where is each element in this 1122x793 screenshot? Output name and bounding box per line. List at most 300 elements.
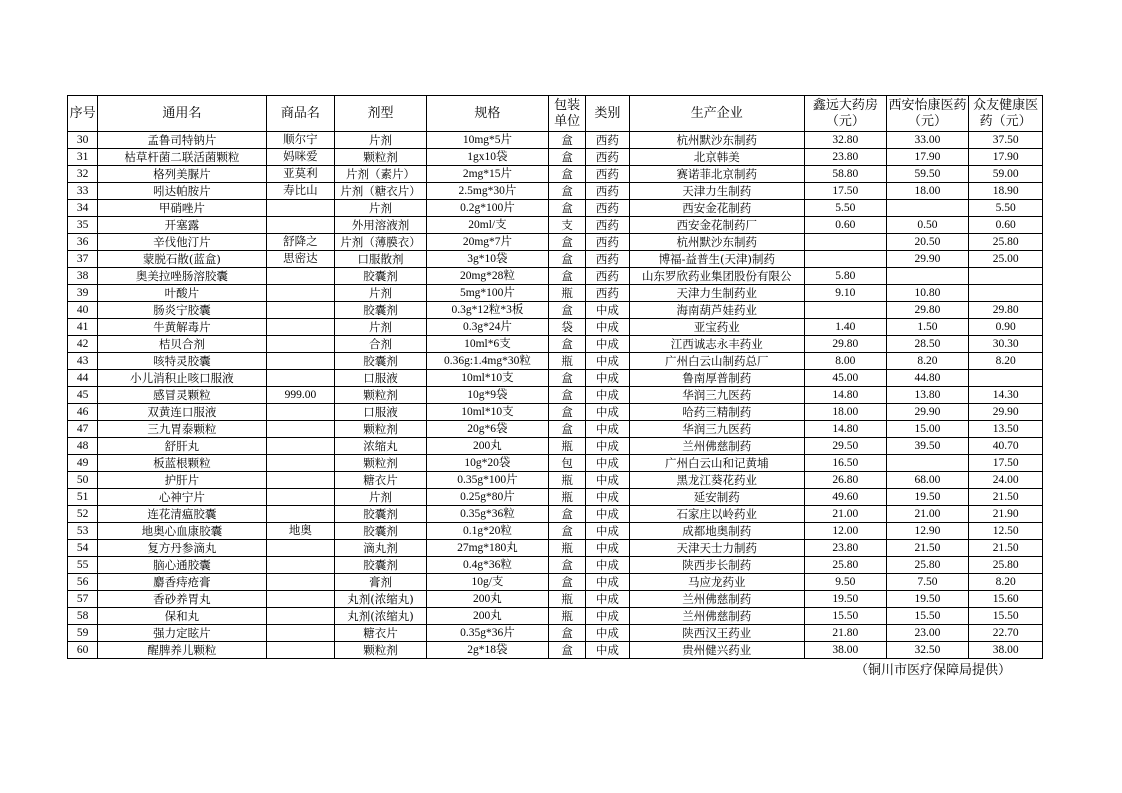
cell-price-zhongyou: 14.30 [969, 387, 1043, 404]
cell-category: 中成 [586, 472, 629, 489]
cell-price-xinyuanda [805, 302, 887, 319]
table-row [68, 472, 1043, 489]
cell-dosage-form: 胶囊剂 [335, 353, 427, 370]
cell-generic-name: 双黄连口服液 [98, 404, 266, 421]
cell-category: 中成 [586, 438, 629, 455]
cell-category: 西药 [586, 234, 629, 251]
cell-category: 西药 [586, 268, 629, 285]
cell-category: 中成 [586, 523, 629, 540]
cell-brand-name [266, 353, 335, 370]
cell-row-number: 54 [68, 540, 98, 557]
cell-manufacturer: 西安金花制药厂 [629, 217, 804, 234]
cell-manufacturer: 哈药三精制药 [629, 404, 804, 421]
cell-brand-name [266, 642, 335, 659]
cell-brand-name [266, 455, 335, 472]
table-body [68, 132, 1043, 659]
cell-specification: 20g*6袋 [426, 421, 548, 438]
cell-specification: 0.35g*100片 [426, 472, 548, 489]
cell-category: 西药 [586, 200, 629, 217]
cell-specification: 200丸 [426, 608, 548, 625]
cell-price-zhongyou: 21.50 [969, 540, 1043, 557]
header-package-unit: 包装单位 [548, 96, 585, 132]
cell-manufacturer: 杭州默沙东制药 [629, 234, 804, 251]
cell-price-xinyuanda: 12.00 [805, 523, 887, 540]
cell-brand-name: 思密达 [266, 251, 335, 268]
table-row [68, 438, 1043, 455]
cell-price-zhongyou: 38.00 [969, 642, 1043, 659]
cell-brand-name: 舒降之 [266, 234, 335, 251]
table-row [68, 591, 1043, 608]
cell-price-yikang: 44.80 [886, 370, 969, 387]
table-row [68, 506, 1043, 523]
cell-brand-name [266, 200, 335, 217]
cell-generic-name: 香砂养胃丸 [98, 591, 266, 608]
cell-price-zhongyou: 40.70 [969, 438, 1043, 455]
cell-package-unit: 盒 [548, 166, 585, 183]
cell-row-number: 48 [68, 438, 98, 455]
cell-row-number: 51 [68, 489, 98, 506]
cell-specification: 200丸 [426, 438, 548, 455]
cell-specification: 10g*9袋 [426, 387, 548, 404]
cell-generic-name: 护肝片 [98, 472, 266, 489]
cell-manufacturer: 天津天士力制药 [629, 540, 804, 557]
cell-price-xinyuanda: 17.50 [805, 183, 887, 200]
cell-dosage-form: 片剂 [335, 200, 427, 217]
cell-specification: 0.1g*20粒 [426, 523, 548, 540]
cell-generic-name: 舒肝丸 [98, 438, 266, 455]
cell-specification: 0.3g*12粒*3板 [426, 302, 548, 319]
table-row [68, 183, 1043, 200]
cell-generic-name: 叶酸片 [98, 285, 266, 302]
cell-package-unit: 瓶 [548, 608, 585, 625]
cell-price-xinyuanda: 5.80 [805, 268, 887, 285]
cell-generic-name: 感冒灵颗粒 [98, 387, 266, 404]
cell-brand-name [266, 268, 335, 285]
cell-dosage-form: 外用溶液剂 [335, 217, 427, 234]
cell-generic-name: 脑心通胶囊 [98, 557, 266, 574]
cell-package-unit: 盒 [548, 625, 585, 642]
cell-price-zhongyou: 29.80 [969, 302, 1043, 319]
cell-category: 中成 [586, 353, 629, 370]
cell-price-yikang: 1.50 [886, 319, 969, 336]
header-brand-name: 商品名 [266, 96, 335, 132]
cell-manufacturer: 成都地奥制药 [629, 523, 804, 540]
cell-package-unit: 盒 [548, 132, 585, 149]
cell-generic-name: 咳特灵胶囊 [98, 353, 266, 370]
table-row [68, 200, 1043, 217]
cell-dosage-form: 颗粒剂 [335, 642, 427, 659]
cell-brand-name [266, 438, 335, 455]
cell-package-unit: 盒 [548, 387, 585, 404]
cell-generic-name: 蒙脱石散(蓝盒) [98, 251, 266, 268]
cell-manufacturer: 石家庄以岭药业 [629, 506, 804, 523]
cell-price-yikang: 21.50 [886, 540, 969, 557]
cell-specification: 20mg*28粒 [426, 268, 548, 285]
cell-specification: 5mg*100片 [426, 285, 548, 302]
cell-row-number: 42 [68, 336, 98, 353]
cell-package-unit: 盒 [548, 336, 585, 353]
cell-manufacturer: 陕西汉王药业 [629, 625, 804, 642]
cell-row-number: 37 [68, 251, 98, 268]
cell-specification: 0.35g*36片 [426, 625, 548, 642]
table-row [68, 268, 1043, 285]
cell-specification: 10g/支 [426, 574, 548, 591]
table-row [68, 625, 1043, 642]
cell-package-unit: 瓶 [548, 438, 585, 455]
cell-specification: 10ml*10支 [426, 370, 548, 387]
cell-dosage-form: 胶囊剂 [335, 268, 427, 285]
cell-generic-name: 牛黄解毒片 [98, 319, 266, 336]
header-no: 序号 [68, 96, 98, 132]
cell-dosage-form: 片剂（糖衣片） [335, 183, 427, 200]
cell-brand-name: 地奥 [266, 523, 335, 540]
cell-price-yikang: 15.50 [886, 608, 969, 625]
cell-brand-name: 寿比山 [266, 183, 335, 200]
cell-specification: 0.35g*36粒 [426, 506, 548, 523]
cell-dosage-form: 丸剂(浓缩丸) [335, 591, 427, 608]
cell-generic-name: 板蓝根颗粒 [98, 455, 266, 472]
cell-dosage-form: 颗粒剂 [335, 387, 427, 404]
cell-row-number: 38 [68, 268, 98, 285]
cell-manufacturer: 马应龙药业 [629, 574, 804, 591]
cell-manufacturer: 山东罗欣药业集团股份有限公 [629, 268, 804, 285]
table-row [68, 489, 1043, 506]
cell-price-zhongyou: 24.00 [969, 472, 1043, 489]
cell-row-number: 50 [68, 472, 98, 489]
cell-category: 西药 [586, 183, 629, 200]
cell-package-unit: 盒 [548, 404, 585, 421]
cell-price-xinyuanda: 23.80 [805, 149, 887, 166]
cell-price-xinyuanda: 18.00 [805, 404, 887, 421]
cell-manufacturer: 贵州健兴药业 [629, 642, 804, 659]
cell-specification: 2.5mg*30片 [426, 183, 548, 200]
cell-generic-name: 格列美脲片 [98, 166, 266, 183]
cell-row-number: 52 [68, 506, 98, 523]
cell-price-xinyuanda: 21.00 [805, 506, 887, 523]
cell-dosage-form: 浓缩丸 [335, 438, 427, 455]
cell-generic-name: 辛伐他汀片 [98, 234, 266, 251]
cell-price-zhongyou: 22.70 [969, 625, 1043, 642]
table-row [68, 149, 1043, 166]
cell-price-yikang: 13.80 [886, 387, 969, 404]
cell-price-yikang: 8.20 [886, 353, 969, 370]
cell-category: 西药 [586, 285, 629, 302]
cell-category: 中成 [586, 642, 629, 659]
cell-package-unit: 盒 [548, 183, 585, 200]
cell-package-unit: 盒 [548, 523, 585, 540]
cell-row-number: 59 [68, 625, 98, 642]
cell-category: 西药 [586, 149, 629, 166]
cell-row-number: 58 [68, 608, 98, 625]
cell-manufacturer: 西安金花制药 [629, 200, 804, 217]
cell-manufacturer: 北京韩美 [629, 149, 804, 166]
cell-category: 中成 [586, 404, 629, 421]
cell-price-yikang: 20.50 [886, 234, 969, 251]
cell-manufacturer: 广州白云山制药总厂 [629, 353, 804, 370]
cell-manufacturer: 延安制药 [629, 489, 804, 506]
cell-price-zhongyou: 0.60 [969, 217, 1043, 234]
cell-price-yikang [886, 455, 969, 472]
cell-price-xinyuanda: 0.60 [805, 217, 887, 234]
cell-dosage-form: 片剂 [335, 132, 427, 149]
cell-package-unit: 盒 [548, 574, 585, 591]
cell-category: 中成 [586, 506, 629, 523]
cell-specification: 2mg*15片 [426, 166, 548, 183]
cell-specification: 0.3g*24片 [426, 319, 548, 336]
cell-brand-name [266, 574, 335, 591]
cell-generic-name: 连花清瘟胶囊 [98, 506, 266, 523]
cell-manufacturer: 杭州默沙东制药 [629, 132, 804, 149]
cell-generic-name: 心神宁片 [98, 489, 266, 506]
cell-specification: 20mg*7片 [426, 234, 548, 251]
cell-price-zhongyou: 25.80 [969, 557, 1043, 574]
cell-manufacturer: 兰州佛慈制药 [629, 591, 804, 608]
cell-price-zhongyou: 13.50 [969, 421, 1043, 438]
cell-package-unit: 瓶 [548, 353, 585, 370]
table-row [68, 455, 1043, 472]
cell-generic-name: 枯草杆菌二联活菌颗粒 [98, 149, 266, 166]
cell-price-yikang: 23.00 [886, 625, 969, 642]
cell-price-yikang: 32.50 [886, 642, 969, 659]
cell-specification: 10g*20袋 [426, 455, 548, 472]
cell-price-yikang: 12.90 [886, 523, 969, 540]
cell-manufacturer: 兰州佛慈制药 [629, 608, 804, 625]
cell-generic-name: 肠炎宁胶囊 [98, 302, 266, 319]
cell-category: 西药 [586, 251, 629, 268]
cell-price-xinyuanda: 38.00 [805, 642, 887, 659]
cell-row-number: 47 [68, 421, 98, 438]
cell-package-unit: 盒 [548, 642, 585, 659]
cell-price-zhongyou: 8.20 [969, 353, 1043, 370]
cell-price-zhongyou: 5.50 [969, 200, 1043, 217]
cell-row-number: 36 [68, 234, 98, 251]
cell-manufacturer: 天津力生制药业 [629, 285, 804, 302]
cell-price-xinyuanda: 29.80 [805, 336, 887, 353]
header-price-yikang: 西安怡康医药（元） [886, 96, 969, 132]
cell-price-xinyuanda: 32.80 [805, 132, 887, 149]
cell-price-zhongyou: 15.50 [969, 608, 1043, 625]
cell-price-zhongyou: 12.50 [969, 523, 1043, 540]
cell-row-number: 41 [68, 319, 98, 336]
table-row [68, 608, 1043, 625]
cell-generic-name: 小儿消积止咳口服液 [98, 370, 266, 387]
cell-package-unit: 盒 [548, 234, 585, 251]
cell-row-number: 40 [68, 302, 98, 319]
cell-price-xinyuanda: 9.10 [805, 285, 887, 302]
cell-price-zhongyou: 59.00 [969, 166, 1043, 183]
cell-dosage-form: 糖衣片 [335, 472, 427, 489]
cell-brand-name: 亚莫利 [266, 166, 335, 183]
cell-specification: 0.2g*100片 [426, 200, 548, 217]
cell-dosage-form: 丸剂(浓缩丸) [335, 608, 427, 625]
source-footnote: （铜川市医疗保障局提供） [855, 663, 1012, 678]
cell-package-unit: 盒 [548, 370, 585, 387]
cell-price-zhongyou: 29.90 [969, 404, 1043, 421]
cell-category: 中成 [586, 557, 629, 574]
cell-specification: 3g*10袋 [426, 251, 548, 268]
cell-category: 中成 [586, 370, 629, 387]
cell-category: 中成 [586, 455, 629, 472]
cell-generic-name: 桔贝合剂 [98, 336, 266, 353]
cell-dosage-form: 胶囊剂 [335, 557, 427, 574]
cell-row-number: 53 [68, 523, 98, 540]
cell-generic-name: 麝香痔疮膏 [98, 574, 266, 591]
cell-package-unit: 包 [548, 455, 585, 472]
cell-generic-name: 复方丹参滴丸 [98, 540, 266, 557]
cell-brand-name [266, 370, 335, 387]
cell-brand-name [266, 319, 335, 336]
cell-price-xinyuanda: 9.50 [805, 574, 887, 591]
table-row [68, 387, 1043, 404]
cell-price-zhongyou [969, 370, 1043, 387]
cell-price-xinyuanda: 5.50 [805, 200, 887, 217]
cell-brand-name [266, 608, 335, 625]
price-table-container [67, 95, 1043, 659]
cell-generic-name: 甲硝唑片 [98, 200, 266, 217]
cell-package-unit: 瓶 [548, 540, 585, 557]
cell-price-xinyuanda: 58.80 [805, 166, 887, 183]
cell-dosage-form: 片剂（素片） [335, 166, 427, 183]
cell-row-number: 35 [68, 217, 98, 234]
cell-brand-name [266, 302, 335, 319]
cell-package-unit: 支 [548, 217, 585, 234]
table-row [68, 353, 1043, 370]
cell-generic-name: 吲达帕胺片 [98, 183, 266, 200]
table-row [68, 523, 1043, 540]
cell-dosage-form: 口服散剂 [335, 251, 427, 268]
cell-brand-name [266, 557, 335, 574]
cell-row-number: 56 [68, 574, 98, 591]
cell-price-yikang: 39.50 [886, 438, 969, 455]
cell-price-zhongyou: 0.90 [969, 319, 1043, 336]
cell-package-unit: 瓶 [548, 591, 585, 608]
cell-specification: 10mg*5片 [426, 132, 548, 149]
header-specification: 规格 [426, 96, 548, 132]
cell-brand-name: 妈咪爱 [266, 149, 335, 166]
cell-specification: 0.25g*80片 [426, 489, 548, 506]
cell-row-number: 45 [68, 387, 98, 404]
cell-dosage-form: 颗粒剂 [335, 421, 427, 438]
cell-price-xinyuanda: 29.50 [805, 438, 887, 455]
cell-row-number: 30 [68, 132, 98, 149]
cell-dosage-form: 口服液 [335, 404, 427, 421]
cell-price-xinyuanda: 23.80 [805, 540, 887, 557]
cell-specification: 2g*18袋 [426, 642, 548, 659]
cell-dosage-form: 片剂 [335, 319, 427, 336]
cell-manufacturer: 华润三九医药 [629, 387, 804, 404]
cell-brand-name: 顺尔宁 [266, 132, 335, 149]
header-price-xinyuanda: 鑫远大药房（元） [805, 96, 887, 132]
cell-price-yikang: 68.00 [886, 472, 969, 489]
cell-package-unit: 盒 [548, 268, 585, 285]
cell-generic-name: 开塞露 [98, 217, 266, 234]
cell-price-yikang: 17.90 [886, 149, 969, 166]
cell-package-unit: 盒 [548, 302, 585, 319]
table-row [68, 540, 1043, 557]
cell-generic-name: 醒脾养儿颗粒 [98, 642, 266, 659]
cell-category: 中成 [586, 591, 629, 608]
cell-price-xinyuanda: 16.50 [805, 455, 887, 472]
cell-price-zhongyou: 30.30 [969, 336, 1043, 353]
cell-row-number: 34 [68, 200, 98, 217]
cell-price-zhongyou: 15.60 [969, 591, 1043, 608]
cell-dosage-form: 糖衣片 [335, 625, 427, 642]
cell-package-unit: 袋 [548, 319, 585, 336]
cell-brand-name [266, 591, 335, 608]
cell-brand-name [266, 336, 335, 353]
cell-dosage-form: 颗粒剂 [335, 149, 427, 166]
cell-row-number: 60 [68, 642, 98, 659]
table-row [68, 574, 1043, 591]
cell-price-xinyuanda: 25.80 [805, 557, 887, 574]
cell-dosage-form: 胶囊剂 [335, 506, 427, 523]
cell-price-yikang: 25.80 [886, 557, 969, 574]
cell-manufacturer: 陕西步长制药 [629, 557, 804, 574]
cell-price-zhongyou: 37.50 [969, 132, 1043, 149]
cell-specification: 27mg*180丸 [426, 540, 548, 557]
cell-price-yikang: 59.50 [886, 166, 969, 183]
cell-row-number: 57 [68, 591, 98, 608]
cell-price-xinyuanda: 49.60 [805, 489, 887, 506]
cell-price-zhongyou: 25.00 [969, 251, 1043, 268]
cell-brand-name [266, 540, 335, 557]
cell-price-zhongyou: 17.90 [969, 149, 1043, 166]
cell-dosage-form: 口服液 [335, 370, 427, 387]
cell-dosage-form: 片剂 [335, 489, 427, 506]
cell-price-yikang [886, 200, 969, 217]
cell-package-unit: 盒 [548, 251, 585, 268]
cell-dosage-form: 合剂 [335, 336, 427, 353]
cell-brand-name [266, 404, 335, 421]
header-generic-name: 通用名 [98, 96, 266, 132]
cell-generic-name: 强力定眩片 [98, 625, 266, 642]
cell-price-xinyuanda: 19.50 [805, 591, 887, 608]
cell-price-yikang: 29.90 [886, 251, 969, 268]
table-row [68, 285, 1043, 302]
cell-brand-name [266, 625, 335, 642]
cell-package-unit: 盒 [548, 421, 585, 438]
cell-category: 中成 [586, 319, 629, 336]
cell-specification: 0.4g*36粒 [426, 557, 548, 574]
cell-manufacturer: 兰州佛慈制药 [629, 438, 804, 455]
cell-manufacturer: 赛诺菲北京制药 [629, 166, 804, 183]
cell-specification: 200丸 [426, 591, 548, 608]
cell-row-number: 31 [68, 149, 98, 166]
cell-brand-name [266, 489, 335, 506]
table-row [68, 557, 1043, 574]
cell-package-unit: 盒 [548, 506, 585, 523]
cell-generic-name: 三九胃泰颗粒 [98, 421, 266, 438]
header-manufacturer: 生产企业 [629, 96, 804, 132]
cell-manufacturer: 鲁南厚普制药 [629, 370, 804, 387]
cell-brand-name [266, 472, 335, 489]
cell-price-xinyuanda: 14.80 [805, 387, 887, 404]
cell-category: 中成 [586, 421, 629, 438]
table-row [68, 336, 1043, 353]
cell-price-yikang: 10.80 [886, 285, 969, 302]
cell-package-unit: 瓶 [548, 489, 585, 506]
cell-price-xinyuanda: 1.40 [805, 319, 887, 336]
cell-row-number: 33 [68, 183, 98, 200]
table-row [68, 319, 1043, 336]
cell-category: 中成 [586, 302, 629, 319]
cell-price-yikang: 29.80 [886, 302, 969, 319]
cell-brand-name [266, 506, 335, 523]
table-row [68, 132, 1043, 149]
table-row [68, 370, 1043, 387]
table-row [68, 421, 1043, 438]
cell-manufacturer: 黑龙江葵花药业 [629, 472, 804, 489]
